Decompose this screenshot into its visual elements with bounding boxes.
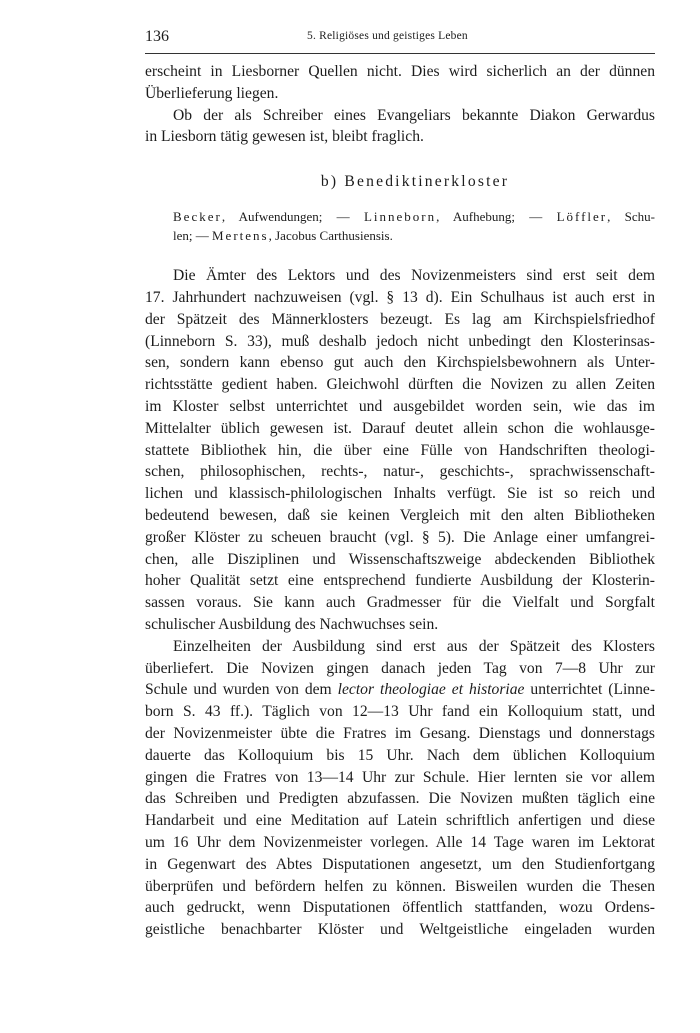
text-fragment: unterrichtet (Linne- <box>524 681 656 699</box>
text-line: Mittelalter üblich gewesen ist. Darauf deutet allein schon die wohlausge- <box>145 419 655 437</box>
body-paragraph-1 <box>145 265 655 636</box>
text-line: hoher Qualität setzt eine entsprechend fundierte Ausbildung der Klosterin- <box>145 572 655 590</box>
text-line: Überlieferung liegen. <box>145 84 279 102</box>
text-line: um 16 Uhr dem Novizenmeister vorlegen. Alle 14 Tage waren im Lektorat <box>145 833 655 851</box>
text-line: dauerte das Kolloquium bis 15 Uhr. Nach dem üblichen Kolloquium <box>145 746 655 764</box>
citation-text: , Aufhebung; — <box>436 209 557 225</box>
text-line: chen, alle Disziplinen und Wissenschaftszweige abdeckenden Bibliothek <box>145 550 655 568</box>
text-line: schen, philosophischen, rechts-, natur-, geschichts-, sprachwissenschaft- <box>145 463 655 481</box>
text-line: der Spätzeit des Männerklosters bezeugt. Es lag am Kirchspielsfriedhof <box>145 310 655 328</box>
citation-text: len; — <box>173 227 212 243</box>
latin-title: lector theologiae et historiae <box>337 681 525 699</box>
text-line <box>145 679 655 701</box>
text-line: überliefert. Die Novizen gingen danach jeden Tag von 7—8 Uhr zur <box>145 659 655 677</box>
bibliography-note <box>145 208 655 245</box>
text-line: richtsstätte gedient haben. Gleichwohl dürften die Novizen zu allen Zeiten <box>145 376 655 394</box>
text-line: das Schreiben und Predigten abzufassen. Die Novizen mußten täglich eine <box>145 790 655 808</box>
author-name: Löffler <box>556 209 608 225</box>
text-line: sen, sondern kann ebenso gut auch den Kirchspielsbewohnern als Unter- <box>145 354 655 372</box>
text-line: Einzelheiten der Ausbildung sind erst aus der Spätzeit des Klosters <box>173 637 655 655</box>
text-line: im Kloster selbst unterrichtet und ausgebildet worden sein, wie das im <box>145 397 655 415</box>
text-line: stattete Bibliothek hin, die über eine Fülle von Handschriften theologi- <box>145 441 655 459</box>
paragraph-continuation <box>145 701 655 941</box>
text-line: Die Ämter des Lektors und des Novizenmeisters sind erst seit dem <box>173 267 655 285</box>
text-line: gingen die Fratres von 13—14 Uhr zur Schule. Hier lernten sie vor allem <box>145 768 655 786</box>
text-line: erscheint in Liesborner Quellen nicht. Dies wird sicherlich an der dünnen <box>145 63 655 80</box>
text-line: born S. 43 ff.). Täglich von 12—13 Uhr fand ein Kolloquium statt, und <box>145 703 655 721</box>
body-paragraph-2 <box>145 636 655 941</box>
citation-text: , Schu- <box>607 209 655 225</box>
bibliography-line <box>173 227 655 246</box>
text-line: der Novizenmeister übte die Fratres im Gesang. Dienstags und donnerstags <box>145 724 655 742</box>
citation-text: , Aufwendungen; — <box>221 209 364 225</box>
intro-paragraph-1 <box>145 61 655 105</box>
text-line: in Liesborn tätig gewesen ist, bleibt fraglich. <box>145 128 424 146</box>
text-line: Ob der als Schreiber eines Evangeliars bekannte Diakon Gerwardus <box>173 106 655 124</box>
text-line: schulischer Ausbildung des Nachwuchses sein. <box>145 615 439 633</box>
text-line: (Linneborn S. 33), muß deshalb jedoch nicht unbedingt den Klosterinsas- <box>145 332 655 350</box>
author-name: Linneborn <box>363 209 437 225</box>
author-name: Becker <box>173 209 222 225</box>
citation-text: , Jacobus Carthusiensis. <box>268 227 393 243</box>
text-line: großer Klöster zu scheuen braucht (vgl. § 5). Die Anlage einer umfangrei- <box>145 528 655 546</box>
text-line: auch gedruckt, wenn Disputationen öffentlich stattfanden, wozu Ordens- <box>145 899 655 917</box>
text-line: sassen voraus. Sie kann auch Gradmesser für die Vielfalt und Sorgfalt <box>145 594 655 612</box>
text-line: lichen und klassisch-philologischen Inhalts verfügt. Sie ist so reich und <box>145 485 655 503</box>
text-line: Handarbeit und eine Meditation auf Latein schriftlich anfertigen und diese <box>145 812 655 830</box>
text-line: in Gegenwart des Abtes Disputationen angesetzt, um den Studienfortgang <box>145 855 655 873</box>
book-page <box>145 28 655 941</box>
author-name: Mertens <box>212 227 269 243</box>
page-number: 136 <box>145 28 169 45</box>
text-line: bedeutend bewesen, daß sie keinen Vergleich mit den alten Bibliotheken <box>145 506 655 524</box>
section-heading: b) Benediktinerkloster <box>320 173 510 191</box>
text-line: überprüfen und befördern helfen zu können. Bisweilen wurden die Thesen <box>145 877 655 895</box>
running-header <box>145 28 655 50</box>
intro-paragraph-2 <box>145 105 655 149</box>
running-title: 5. Religiöses und geistiges Leben <box>307 30 468 42</box>
text-line: 17. Jahrhundert nachzuweisen (vgl. § 13 d). Ein Schulhaus ist auch erst in <box>145 288 655 306</box>
text-fragment: Schule und wurden von dem <box>145 681 338 699</box>
bibliography-line <box>173 208 655 227</box>
text-line: geistliche benachbarter Klöster und Weltgeistliche eingeladen wurden <box>145 921 655 939</box>
header-rule <box>145 53 655 54</box>
